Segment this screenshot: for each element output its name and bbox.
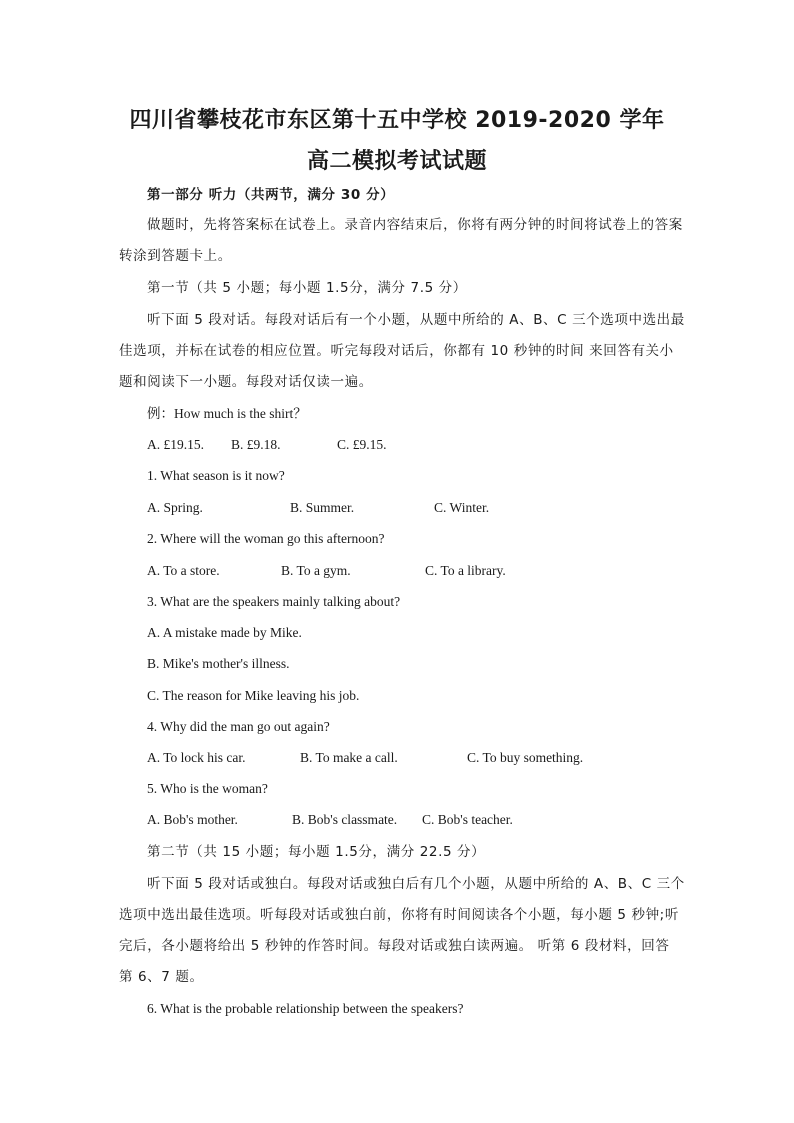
- instructions-line2: 转涂到答题卡上。: [119, 248, 232, 264]
- example-question: 例：How much is the shirt？: [147, 406, 307, 421]
- question-2: 2. Where will the woman go this afternoon?: [147, 531, 385, 546]
- q4-option-b: B. To make a call.: [300, 750, 398, 765]
- example-option-c: C. £9.15.: [337, 437, 387, 452]
- q5-option-c: C. Bob's teacher.: [422, 812, 513, 827]
- q1-option-b: B. Summer.: [290, 500, 355, 515]
- question-3: 3. What are the speakers mainly talking about?: [147, 594, 401, 609]
- section2-heading: 第二节（共 15 小题；每小题 1.5分，满分 22.5 分）: [147, 844, 486, 860]
- q5-option-a: A. Bob's mother.: [147, 812, 238, 827]
- exam-title-line2: 高二模拟考试试题: [306, 149, 487, 174]
- q1-option-c: C. Winter.: [434, 500, 490, 515]
- q4-option-a: A. To lock his car.: [147, 750, 246, 765]
- exam-title-line1: 四川省攀枝花市东区第十五中学校 2019-2020 学年: [129, 108, 665, 133]
- q2-option-b: B. To a gym.: [281, 563, 351, 578]
- section2-instr-line4: 第 6、7 题。: [119, 969, 204, 985]
- section2-instr-line2: 选项中选出最佳选项。听每段对话或独白前，你将有时间阅读各个小题，每小题 5 秒钟;听: [119, 907, 679, 923]
- q3-option-b: B. Mike's mother's illness.: [147, 656, 290, 671]
- example-option-a: A. £19.15.: [147, 437, 204, 452]
- question-6: 6. What is the probable relationship between the speakers?: [147, 1001, 464, 1016]
- instructions-line1: 做题时，先将答案标在试卷上。录音内容结束后，你将有两分钟的时间将试卷上的答案: [147, 217, 683, 233]
- q3-option-a: A. A mistake made by Mike.: [147, 625, 302, 640]
- section2-instr-line3: 完后，各小题将给出 5 秒钟的作答时间。每段对话或独白读两遍。 听第 6 段材料，回答: [119, 938, 670, 954]
- q3-option-c: C. The reason for Mike leaving his job.: [147, 688, 360, 703]
- q2-option-c: C. To a library.: [425, 563, 506, 578]
- section1-instr-line2: 佳选项，并标在试卷的相应位置。听完每段对话后，你都有 10 秒钟的时间 来回答有关小: [119, 343, 674, 359]
- q4-option-c: C. To buy something.: [467, 750, 584, 765]
- section1-instr-line1: 听下面 5 段对话。每段对话后有一个小题，从题中所给的 A、B、C 三个选项中选出最: [147, 312, 685, 328]
- question-5: 5. Who is the woman?: [147, 781, 268, 796]
- section2-instr-line1: 听下面 5 段对话或独白。每段对话或独白后有几个小题，从题中所给的 A、B、C 三个: [147, 876, 685, 892]
- section1-instr-line3: 题和阅读下一小题。每段对话仅读一遍。: [119, 374, 373, 390]
- q2-option-a: A. To a store.: [147, 563, 220, 578]
- example-option-b: B. £9.18.: [231, 437, 281, 452]
- section1-heading: 第一节（共 5 小题；每小题 1.5分，满分 7.5 分）: [147, 280, 467, 296]
- question-1: 1. What season is it now?: [147, 468, 285, 483]
- part1-heading: 第一部分 听力（共两节，满分 30 分）: [147, 187, 395, 203]
- q5-option-b: B. Bob's classmate.: [292, 812, 398, 827]
- q1-option-a: A. Spring.: [147, 500, 203, 515]
- question-4: 4. Why did the man go out again?: [147, 719, 330, 734]
